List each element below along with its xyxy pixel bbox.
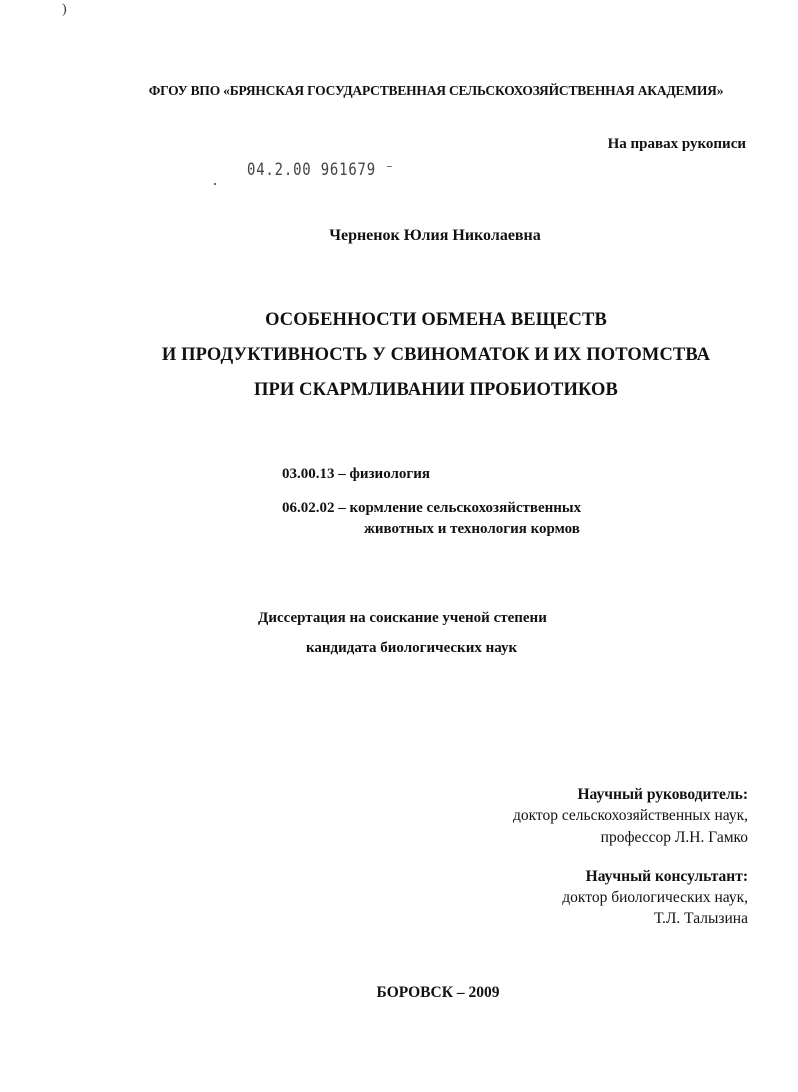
registration-stamp: 04.2.00 961679 ⁻ [247, 160, 395, 180]
title-line-3: ПРИ СКАРМЛИВАНИИ ПРОБИОТИКОВ [254, 380, 618, 400]
author-name: Черненок Юлия Николаевна [329, 227, 541, 244]
scan-speck [214, 183, 216, 185]
specialty-physiology: 03.00.13 – физиология [282, 466, 430, 482]
supervisor-name: профессор Л.Н. Гамко [600, 829, 748, 846]
specialty-feeding-line-2: животных и технология кормов [364, 521, 580, 537]
degree-line-2: кандидата биологических наук [306, 640, 518, 656]
degree-line-1: Диссертация на соискание ученой степени [258, 610, 547, 626]
city-year-footer: БОРОВСК – 2009 [376, 984, 500, 1001]
consultant-degree: доктор биологических наук, [562, 889, 748, 906]
title-line-1: ОСОБЕННОСТИ ОБМЕНА ВЕЩЕСТВ [265, 310, 607, 330]
supervisor-degree: доктор сельскохозяйственных наук, [512, 807, 748, 824]
consultant-name: Т.Л. Талызина [654, 910, 748, 927]
consultant-heading: Научный консультант: [585, 868, 748, 885]
manuscript-rights-label: На правах рукописи [607, 136, 746, 152]
specialty-feeding-line-1: 06.02.02 – кормление сельскохозяйственных [282, 500, 582, 516]
margin-mark: ) [62, 2, 67, 17]
organization-name: ФГОУ ВПО «БРЯНСКАЯ ГОСУДАРСТВЕННАЯ СЕЛЬСКОХОЗЯЙСТВЕННАЯ АКАДЕМИЯ» [148, 83, 724, 98]
title-line-2: И ПРОДУКТИВНОСТЬ У СВИНОМАТОК И ИХ ПОТОМСТВА [161, 345, 711, 365]
supervisor-heading: Научный руководитель: [577, 786, 748, 803]
